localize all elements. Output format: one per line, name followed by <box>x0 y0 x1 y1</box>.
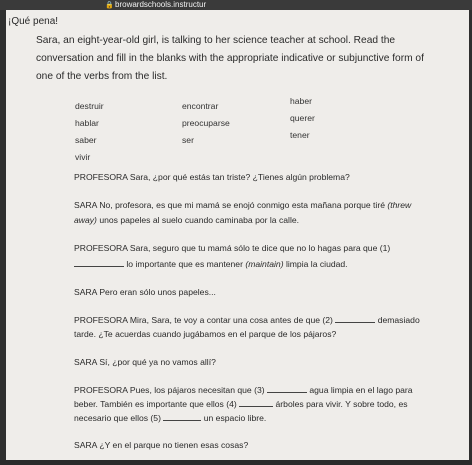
dialogue-line <box>74 398 408 409</box>
bottom-edge <box>0 460 472 465</box>
speaker-name: SARA <box>74 200 97 210</box>
dialogue-text: No, profesora, es que mi mamá se enojó conmigo esta mañana porque tiré <box>99 200 385 210</box>
dialogue-text: tarde. ¿Te acuerdas cuando jugábamos en el parque de los pájaros? <box>74 329 337 339</box>
dialogue-line <box>74 412 266 423</box>
blank-4-input[interactable] <box>239 398 273 407</box>
dialogue-text: Sí, ¿por qué ya no vamos allí? <box>99 357 216 367</box>
url-text: browardschools.instructur <box>115 0 207 9</box>
gloss-text: away) <box>74 215 97 225</box>
instructions-line-3: one of the verbs from the list. <box>36 71 168 82</box>
dialogue-text: lo importante que es mantener <box>126 259 243 269</box>
blank-3-input[interactable] <box>267 384 307 393</box>
speaker-name: PROFESORA <box>74 315 128 325</box>
dialogue-text: demasiado <box>377 315 420 325</box>
dialogue-text: Sara, seguro que tu mamá sólo te dice que no lo hagas para que (1) <box>129 243 391 253</box>
dialogue-line <box>74 215 299 225</box>
dialogue-text: árboles para vivir. Y sobre todo, es <box>275 399 408 409</box>
dialogue-text: Mira, Sara, te voy a contar una cosa antes de que (2) <box>129 315 333 325</box>
lock-icon: 🔒 <box>105 2 114 9</box>
page-title: ¡Qué pena! <box>8 16 59 27</box>
verb-item: ser <box>182 135 194 145</box>
speaker-name: SARA <box>74 357 97 367</box>
worksheet-page <box>6 10 469 460</box>
verb-item: encontrar <box>182 101 219 111</box>
dialogue-line <box>74 384 413 395</box>
speaker-name: PROFESORA <box>74 385 128 395</box>
speaker-name: PROFESORA <box>74 243 128 253</box>
verb-item: tener <box>290 130 310 140</box>
dialogue-text: limpia la ciudad. <box>285 259 348 269</box>
blank-1-input[interactable] <box>74 258 124 267</box>
blank-2-input[interactable] <box>335 314 375 323</box>
dialogue-text: beber. También es importante que ellos (4) <box>74 399 237 409</box>
verb-item: vivir <box>75 152 91 162</box>
gloss-text: (maintain) <box>245 259 284 269</box>
browser-address-bar[interactable] <box>0 0 472 10</box>
dialogue-text: unos papeles al suelo cuando caminaba por la calle. <box>99 215 300 225</box>
dialogue-line <box>74 357 216 367</box>
verb-item: querer <box>290 113 315 123</box>
dialogue-text: Pues, los pájaros necesitan que (3) <box>129 385 265 395</box>
dialogue-line <box>74 440 248 450</box>
dialogue-line <box>74 172 350 182</box>
verb-item: saber <box>75 135 97 145</box>
dialogue-text: agua limpia en el lago para <box>309 385 413 395</box>
dialogue-text: Pero eran sólo unos papeles... <box>99 287 216 297</box>
verb-item: hablar <box>75 118 99 128</box>
dialogue-line <box>74 258 348 269</box>
dialogue-line <box>74 200 411 210</box>
speaker-name: SARA <box>74 287 97 297</box>
dialogue-text: necesario que ellos (5) <box>74 413 161 423</box>
verb-item: haber <box>290 96 312 106</box>
dialogue-line <box>74 287 216 297</box>
dialogue-line <box>74 314 420 325</box>
instructions-line-1: Sara, an eight-year-old girl, is talking to her science teacher at school. Read the <box>36 35 396 46</box>
blank-5-input[interactable] <box>163 412 201 421</box>
verb-item: preocuparse <box>182 118 230 128</box>
dialogue-line <box>74 243 390 253</box>
dialogue-text: un espacio libre. <box>203 413 267 423</box>
instructions-line-2: conversation and fill in the blanks with the appropriate indicative or subjunctive form of <box>36 53 424 64</box>
dialogue-text: ¿Y en el parque no tienen esas cosas? <box>99 440 249 450</box>
verb-item: destruir <box>75 101 104 111</box>
speaker-name: PROFESORA <box>74 172 128 182</box>
dialogue-line <box>74 329 336 339</box>
gloss-text: (threw <box>387 200 412 210</box>
dialogue-text: Sara, ¿por qué estás tan triste? ¿Tienes algún problema? <box>129 172 350 182</box>
speaker-name: SARA <box>74 440 97 450</box>
